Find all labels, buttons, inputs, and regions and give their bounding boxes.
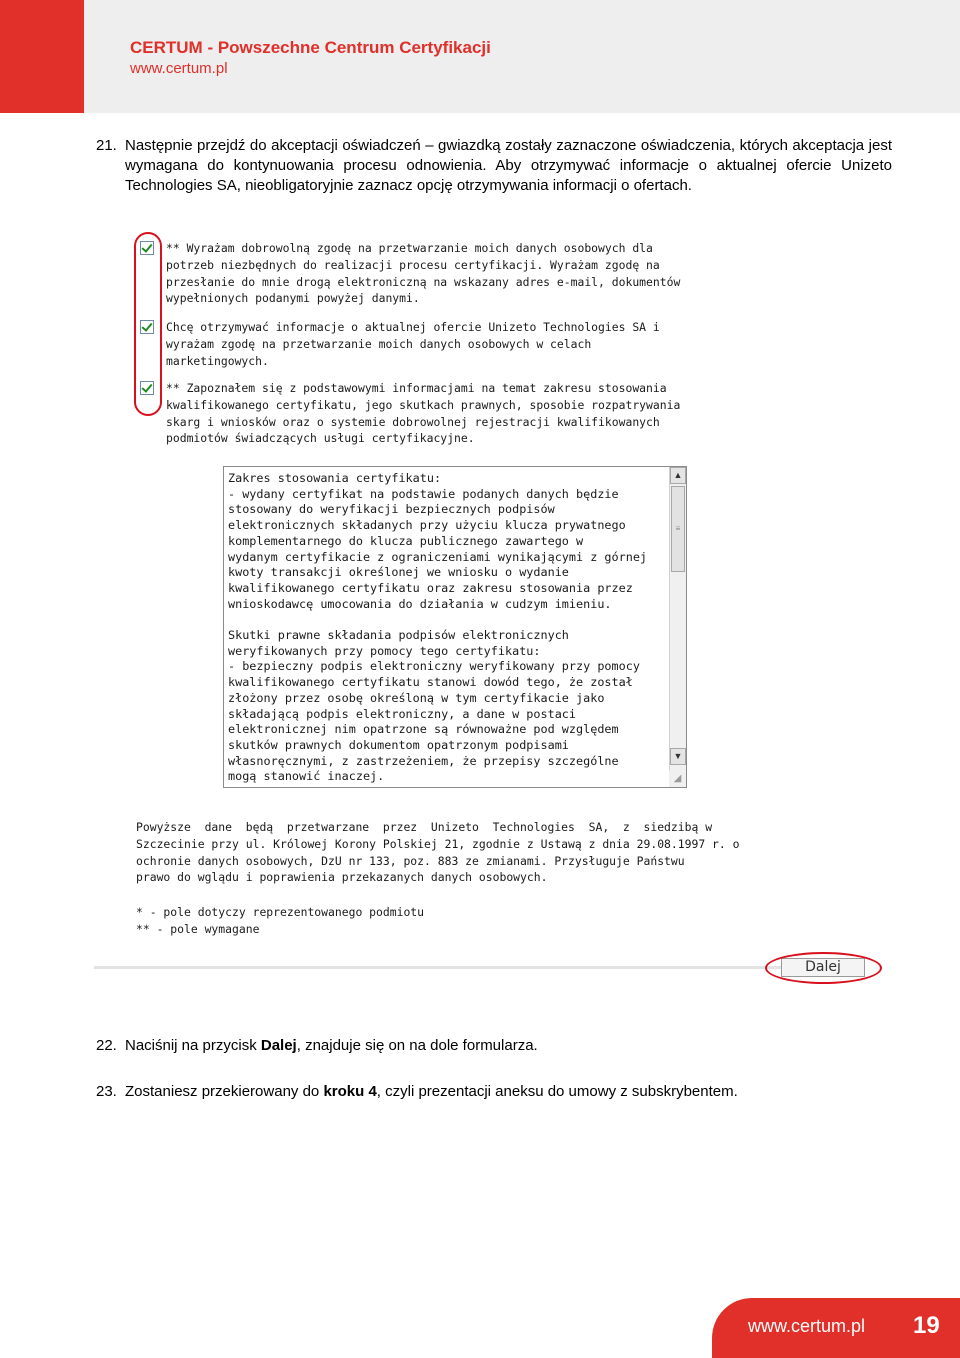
certificate-info-textarea[interactable] — [223, 466, 687, 788]
step-23-text: Zostaniesz przekierowany do kroku 4, czyli prezentacji aneksu do umowy z subskrybentem. — [125, 1083, 738, 1100]
step-23-bold: kroku 4 — [323, 1083, 377, 1100]
step-22-number: 22. — [96, 1037, 117, 1054]
field-notes: * - pole dotyczy reprezentowanego podmiotu ** - pole wymagane — [136, 905, 425, 936]
consent-2-text: Chcę otrzymywać informacje o aktualnej ofercie Unizeto Technologies SA i wyrażam zgodę na przetwarzanie moich danych osobowych w celach marketingowych. — [166, 320, 660, 368]
certificate-info-text: Zakres stosowania certyfikatu: - wydany certyfikat na podstawie podanych danych będzie stosowany do weryfikacji bezpiecznych podpisów elektronicznych składanych przy użyciu klucza prywatnego komplementarnego do klucza publicznego zawartego w wydanym certyfikacie z ograniczeniami wynikającymi z górnej kwoty transakcji określonej we wniosku o wydanie kwalifikowanego certyfikatu oraz zakresu stosowania przez wnioskodawcę umocowania do działania w cudzym imieniu. Skutki prawne składania podpisów elektronicznych weryfikowanych przy pomocy tego certyfikatu: - bezpieczny podpis elektroniczny weryfikowany przy pomocy kwalifikowanego certyfikatu stanowi dowód tego, że został złożony przez osobę określoną w tym certyfikacie jako składającą podpis elektroniczny, a dane w postaci elektronicznej nim opatrzone są równoważne pod względem skutków prawnych dokumentom opatrzonym podpisami własnoręcznymi, z zastrzeżeniem, że przepisy szczególne mogą stanowić inaczej. — [228, 471, 648, 783]
consent-1-checkbox[interactable] — [140, 241, 154, 255]
step-23-number: 23. — [96, 1083, 117, 1100]
next-button[interactable]: Dalej — [781, 958, 865, 977]
scroll-up-arrow-icon[interactable]: ▲ — [670, 467, 686, 484]
resize-grip-icon[interactable]: ◢ — [669, 770, 686, 787]
consent-3-text: ** Zapoznałem się z podstawowymi informacjami na temat zakresu stosowania kwalifikowanego certyfikatu, jego skutkach prawnych, sposobie rozpatrywania skarg i wniosków oraz o systemie dobrowolnej rejestracji kwalifikowanych podmiotów świadczących usługi certyfikacyjne. — [166, 381, 681, 446]
form-separator — [94, 966, 794, 969]
step-21-number: 21. — [96, 137, 117, 154]
consent-3-checkbox[interactable] — [140, 381, 154, 395]
data-processing-info: Powyższe dane będą przetwarzane przez Unizeto Technologies SA, z siedzibą w Szczecinie przy ul. Królowej Korony Polskiej 21, zgodnie z Ustawą z dnia 29.08.1997 r. o ochronie danych osobowych, DzU nr 133, poz. 883 ze zmianami. Przysługuje Państwu prawo do wglądu i poprawienia przekazanych danych osobowych. — [136, 820, 740, 885]
step-22-text: Naciśnij na przycisk Dalej, znajduje się on na dole formularza. — [125, 1037, 538, 1054]
consent-2-checkbox[interactable] — [140, 320, 154, 334]
page-number: 19 — [913, 1312, 940, 1339]
header-red-block — [0, 0, 84, 113]
consent-1-text: ** Wyrażam dobrowolną zgodę na przetwarzanie moich danych osobowych dla potrzeb niezbędnych do realizacji procesu certyfikacji. Wyrażam zgodę na przesłanie do mnie drogą elektroniczną na wskazany adres e-mail, dokumentów wypełnionych podanymi powyżej danymi. — [166, 241, 681, 306]
footer-url: www.certum.pl — [748, 1316, 866, 1336]
scroll-down-arrow-icon[interactable]: ▼ — [670, 748, 686, 765]
scroll-thumb[interactable]: ≡ — [671, 486, 685, 572]
button-highlight-oval — [765, 952, 882, 984]
step-21-text: Następnie przejdź do akceptacji oświadczeń – gwiazdką zostały zaznaczone oświadczenia, których akceptacja jest wymagana do kontynuowania procesu odnowienia. Aby otrzymywać informacje o aktualnej ofercie Unizeto Technologies SA, nieobligatoryjnie zaznacz opcję otrzymywania informacji o ofertach. — [125, 137, 892, 194]
form-screenshot — [94, 222, 890, 1012]
header-title: CERTUM - Powszechne Centrum Certyfikacji — [130, 38, 491, 57]
textarea-scrollbar[interactable] — [669, 467, 686, 787]
header-url: www.certum.pl — [130, 60, 228, 77]
step-22-bold: Dalej — [260, 1037, 297, 1054]
